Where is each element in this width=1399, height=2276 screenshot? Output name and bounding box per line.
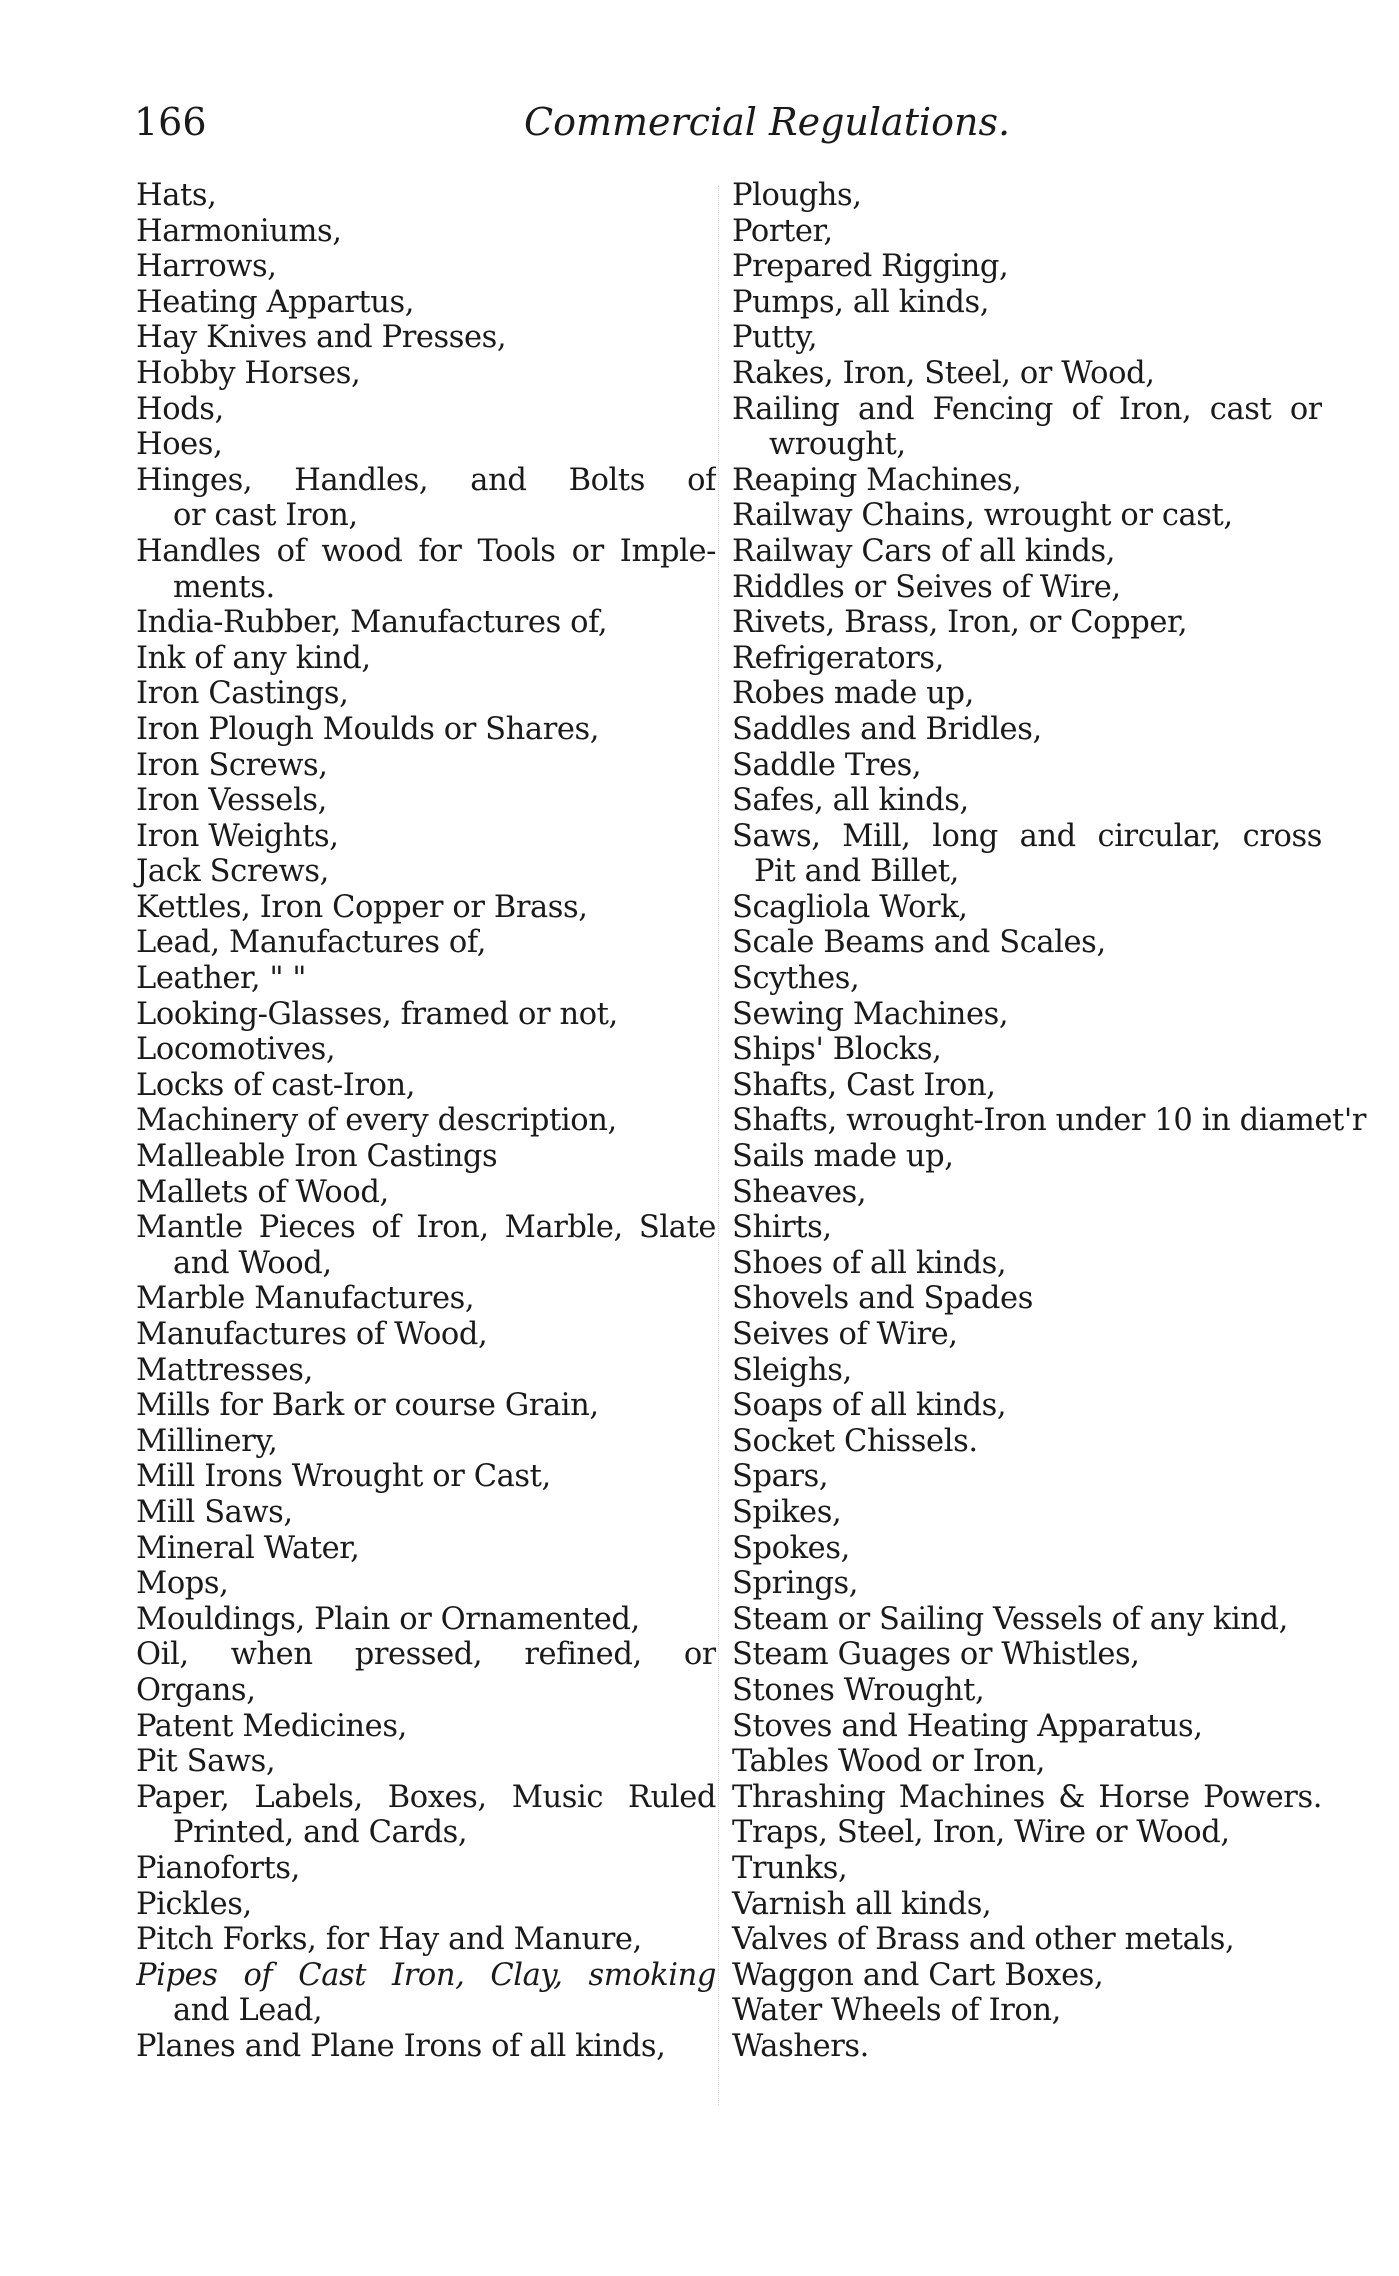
- right-column-line: Rivets, Brass, Iron, or Copper,: [732, 605, 1188, 641]
- left-column-line: Mantle Pieces of Iron, Marble, Slate: [136, 1210, 716, 1246]
- left-column-line: Printed, and Cards,: [173, 1815, 468, 1851]
- right-column-line: Railway Chains, wrought or cast,: [732, 498, 1233, 534]
- right-column-line: Riddles or Seives of Wire,: [732, 569, 1121, 605]
- left-column-line: Mallets of Wood,: [136, 1174, 389, 1210]
- left-column-line: Mill Saws,: [136, 1494, 293, 1530]
- right-column-line: Steam Guages or Whistles,: [732, 1637, 1140, 1673]
- left-column-line: Hoes,: [136, 427, 223, 463]
- left-column-line: Locomotives,: [136, 1032, 336, 1068]
- right-column-line: Springs,: [732, 1566, 859, 1602]
- left-column-line: Organs,: [136, 1672, 256, 1708]
- right-column-line: Steam or Sailing Vessels of any kind,: [732, 1601, 1288, 1637]
- right-column-line: Saddles and Bridles,: [732, 711, 1042, 747]
- right-column-line: Thrashing Machines & Horse Powers.: [732, 1779, 1322, 1815]
- right-column-line: Seives of Wire,: [732, 1317, 958, 1352]
- left-column-line: Iron Vessels,: [136, 783, 327, 819]
- right-column-line: Ships' Blocks,: [732, 1032, 942, 1068]
- left-column-line: Pianoforts,: [136, 1850, 300, 1886]
- left-column-line: Mineral Water,: [136, 1530, 360, 1566]
- right-column-line: Spars,: [732, 1459, 829, 1495]
- left-column-line: Jack Screws,: [136, 854, 329, 890]
- left-column-line: Iron Weights,: [136, 818, 339, 854]
- left-column-line: Harrows,: [136, 249, 277, 285]
- right-column-line: Sewing Machines,: [732, 996, 1009, 1032]
- right-column-line: Prepared Rigging,: [732, 249, 1009, 285]
- right-column-line: Spokes,: [732, 1530, 850, 1566]
- right-column-line: Shafts, Cast Iron,: [732, 1067, 996, 1103]
- right-column-line: Ploughs,: [732, 178, 862, 213]
- left-column-line: Pickles,: [136, 1886, 252, 1922]
- right-column-line: Reaping Machines,: [732, 462, 1022, 498]
- right-column-line: Shovels and Spades: [732, 1281, 1033, 1317]
- left-column-line: Malleable Iron Castings: [136, 1139, 498, 1175]
- left-column-line: Manufactures of Wood,: [136, 1317, 488, 1352]
- page-header: [134, 100, 1319, 160]
- left-column-line: Mouldings, Plain or Ornamented,: [136, 1601, 640, 1637]
- left-column-line: Harmoniums,: [136, 213, 342, 249]
- left-column-line: Hods,: [136, 391, 224, 427]
- right-column-line: Valves of Brass and other metals,: [732, 1922, 1235, 1958]
- left-column-line: Heating Appartus,: [136, 284, 414, 320]
- right-column-line: Waggon and Cart Boxes,: [732, 1957, 1104, 1993]
- page-title: Commercial Regulations.: [524, 100, 1011, 144]
- right-column-line: Scagliola Work,: [732, 889, 968, 925]
- right-column-line: Porter,: [732, 213, 833, 249]
- right-column-line: Traps, Steel, Iron, Wire or Wood,: [732, 1815, 1230, 1851]
- left-column-line: and Lead,: [173, 1993, 323, 2029]
- right-column-line: Shafts, wrought-Iron under 10 in diamet'r: [732, 1103, 1367, 1139]
- left-column-line: Oil, when pressed, refined, or: [136, 1637, 716, 1673]
- left-column: [136, 178, 716, 2064]
- right-column-line: Putty,: [732, 320, 818, 356]
- left-column-line: Handles of wood for Tools or Imple-: [136, 533, 716, 569]
- left-column-line: Mops,: [136, 1566, 229, 1602]
- left-column-line: Iron Castings,: [136, 676, 349, 712]
- right-column-line: Stoves and Heating Apparatus,: [732, 1708, 1203, 1744]
- left-column-line: Iron Plough Moulds or Shares,: [136, 711, 600, 747]
- right-column-line: wrought,: [769, 427, 906, 463]
- left-column-line: Pitch Forks, for Hay and Manure,: [136, 1922, 642, 1958]
- right-column-line: Tables Wood or Iron,: [732, 1744, 1046, 1780]
- left-column-line: Locks of cast-Iron,: [136, 1067, 416, 1103]
- right-column-line: Sails made up,: [732, 1139, 954, 1175]
- left-column-line: Pit Saws,: [136, 1744, 276, 1780]
- right-column-line: Washers.: [732, 2028, 869, 2064]
- right-column-line: Robes made up,: [732, 676, 974, 712]
- left-column-line: Mills for Bark or course Grain,: [136, 1388, 599, 1424]
- right-column-line: Sheaves,: [732, 1174, 867, 1210]
- left-column-line: ments.: [173, 569, 275, 605]
- right-column-line: Scale Beams and Scales,: [732, 925, 1106, 961]
- right-column-line: Shoes of all kinds,: [732, 1245, 1007, 1281]
- right-column-line: Spikes,: [732, 1494, 842, 1530]
- right-column-line: Varnish all kinds,: [732, 1886, 992, 1922]
- right-column: [732, 178, 1367, 2064]
- right-column-line: Safes, all kinds,: [732, 783, 969, 819]
- right-column-line: Railing and Fencing of Iron, cast or: [732, 391, 1322, 427]
- left-column-line: or cast Iron,: [173, 498, 358, 534]
- left-column-line: Kettles, Iron Copper or Brass,: [136, 889, 588, 925]
- left-column-line: Marble Manufactures,: [136, 1281, 475, 1317]
- right-column-line: Saws, Mill, long and circular, cross: [732, 818, 1322, 854]
- right-column-line: Railway Cars of all kinds,: [732, 533, 1116, 569]
- left-column-line: Pipes of Cast Iron, Clay, smoking: [136, 1957, 716, 1993]
- right-column-line: Socket Chissels.: [732, 1423, 978, 1459]
- left-column-line: Looking-Glasses, framed or not,: [136, 996, 618, 1032]
- left-column-line: Leather, " ": [136, 961, 307, 997]
- left-column-line: Millinery,: [136, 1423, 278, 1459]
- left-column-line: Machinery of every description,: [136, 1103, 617, 1139]
- right-column-line: Saddle Tres,: [732, 747, 922, 783]
- left-column-line: Planes and Plane Irons of all kinds,: [136, 2028, 666, 2064]
- left-column-line: Hats,: [136, 178, 217, 213]
- right-column-line: Scythes,: [732, 961, 860, 997]
- left-column-line: and Wood,: [173, 1245, 332, 1281]
- left-column-line: Paper, Labels, Boxes, Music Ruled: [136, 1779, 716, 1815]
- right-column-line: Pit and Billet,: [754, 854, 959, 890]
- left-column-line: Lead, Manufactures of,: [136, 925, 486, 961]
- right-column-line: Stones Wrought,: [732, 1672, 985, 1708]
- right-column-line: Sleighs,: [732, 1352, 852, 1388]
- left-column-line: India-Rubber, Manufactures of,: [136, 605, 608, 641]
- right-column-line: Refrigerators,: [732, 640, 944, 676]
- right-column-line: Trunks,: [732, 1850, 848, 1886]
- right-column-line: Shirts,: [732, 1210, 832, 1246]
- column-divider: [718, 185, 720, 2105]
- left-column-line: Hay Knives and Presses,: [136, 320, 507, 356]
- page-number: 166: [134, 100, 207, 144]
- right-column-line: Soaps of all kinds,: [732, 1388, 1007, 1424]
- right-column-line: Water Wheels of Iron,: [732, 1993, 1061, 2029]
- right-column-line: Rakes, Iron, Steel, or Wood,: [732, 355, 1155, 391]
- left-column-line: Patent Medicines,: [136, 1708, 407, 1744]
- left-column-line: Mill Irons Wrought or Cast,: [136, 1459, 551, 1495]
- left-column-line: Ink of any kind,: [136, 640, 371, 676]
- right-column-line: Pumps, all kinds,: [732, 284, 989, 320]
- left-column-line: Hinges, Handles, and Bolts of: [136, 462, 716, 498]
- left-column-line: Iron Screws,: [136, 747, 328, 783]
- left-column-line: Hobby Horses,: [136, 355, 361, 391]
- left-column-line: Mattresses,: [136, 1352, 313, 1388]
